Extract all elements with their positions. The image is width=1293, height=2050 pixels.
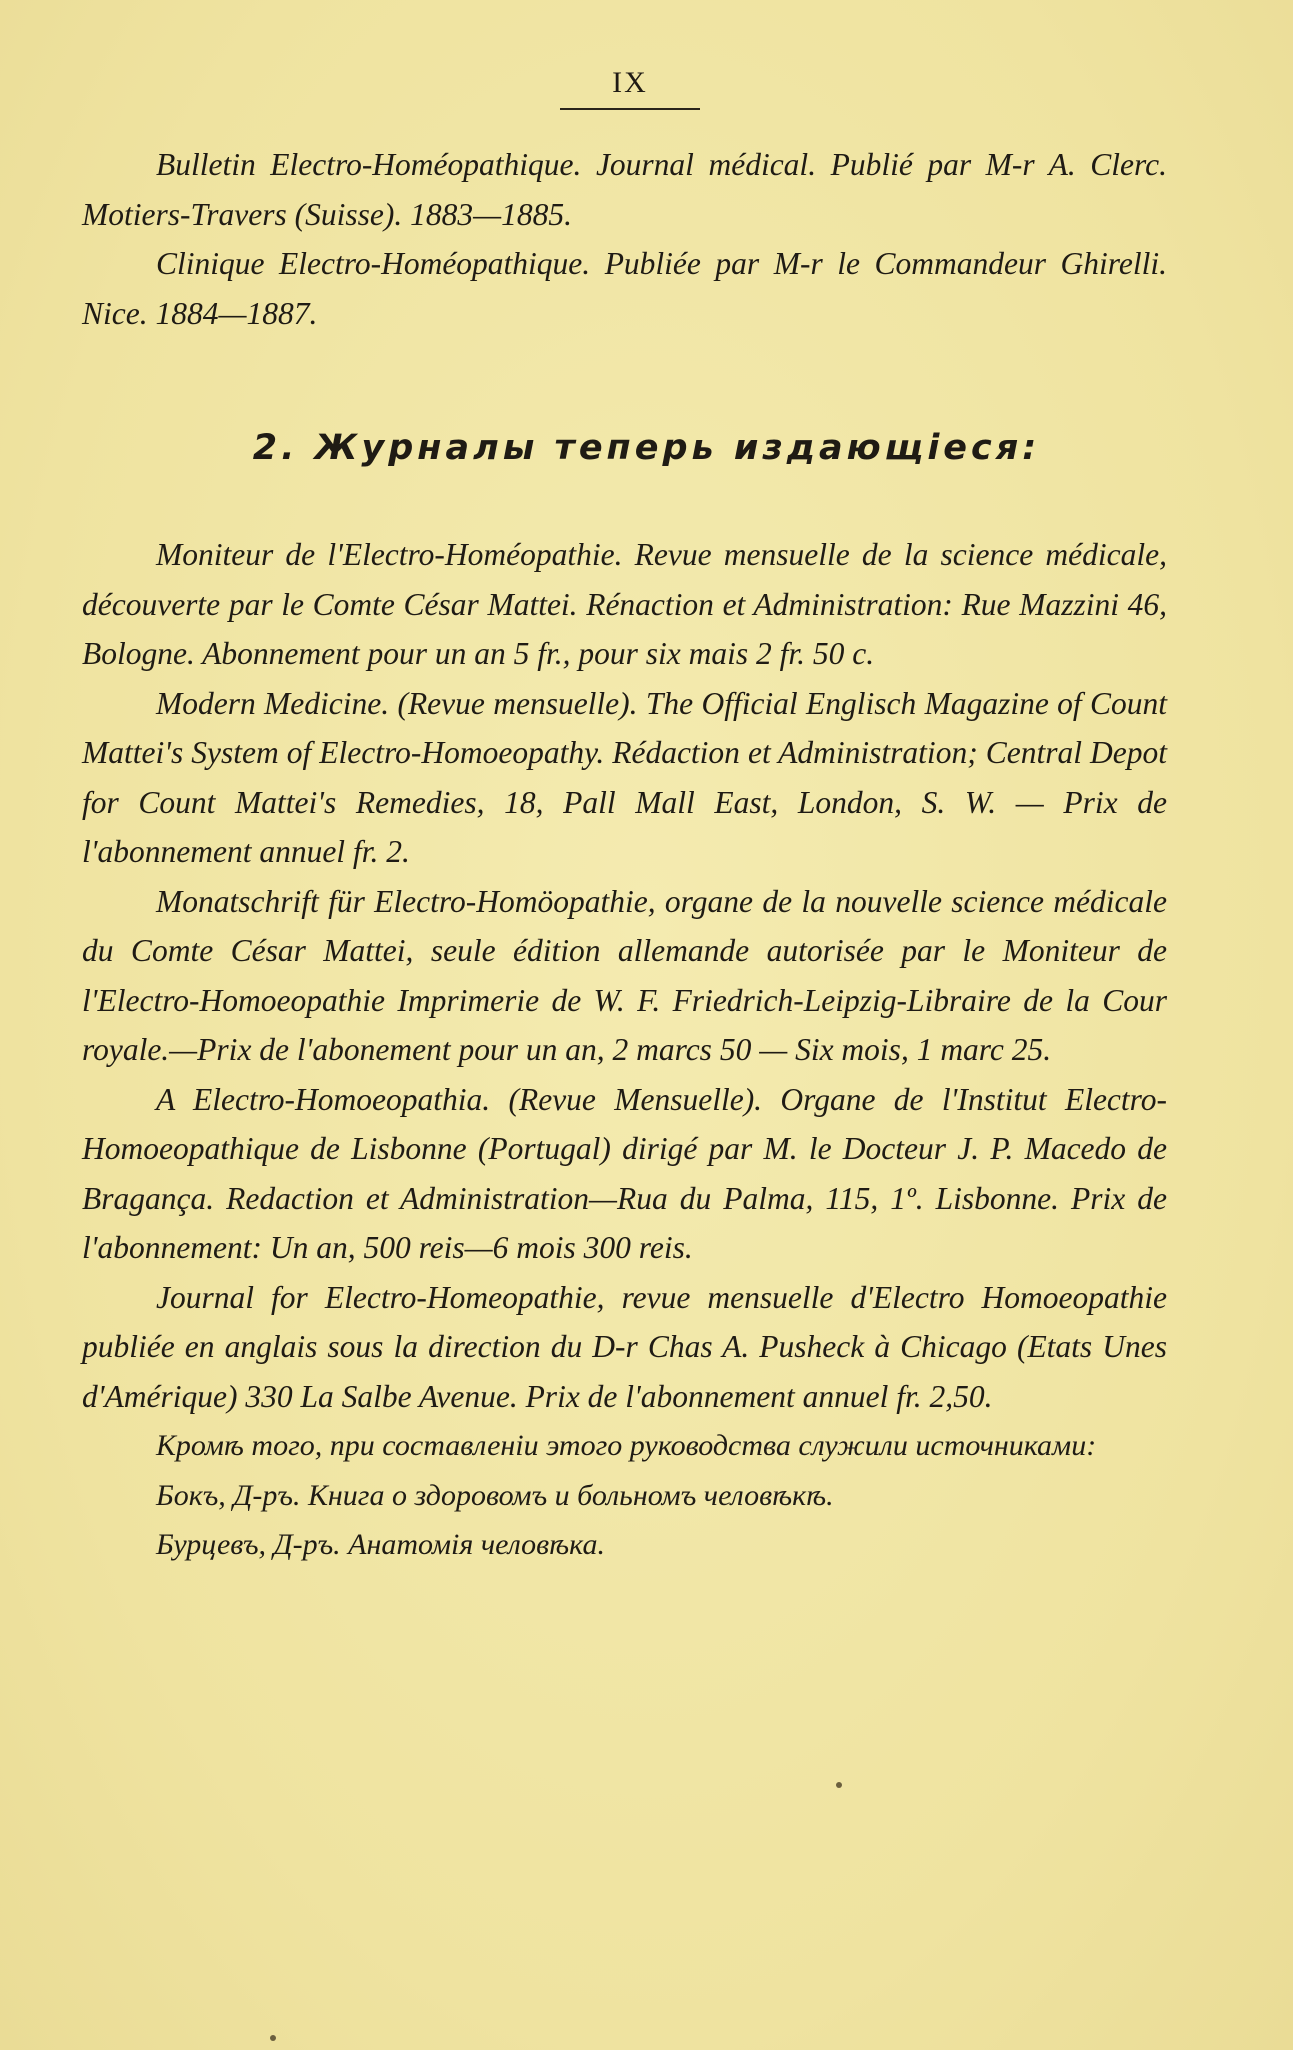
journal-entry: Clinique Electro-Homéopathique. Publiée par M-r le Commandeur Ghirelli. Nice. 1884—1887. (82, 246, 1167, 331)
journal-entry: A Electro-Homoeopathia. (Revue Mensuelle). Organe de l'Institut Electro-Homoeopathique de Lisbonne (Portugal) dirigé par M. le Docteur J. P. Macedo de Bragança. Redaction et Administration—Rua du Palma, 115, 1º. Lisbonne. Prix de l'abonnement: Un an, 500 reis—6 mois 300 reis. (82, 1081, 1167, 1265)
paper-speck (836, 1782, 842, 1788)
source-entry: Бурцевъ, Д-ръ. Анатомія человѣка. (156, 1528, 605, 1561)
journal-entry: Bulletin Electro-Homéopathique. Journal médical. Publié par M-r A. Clerc. Motiers-Travers (Suisse). 1883—1885. (82, 147, 1167, 232)
source-entry: Бокъ, Д-ръ. Книга о здоровомъ и больномъ человѣкѣ. (156, 1478, 834, 1512)
paper-speck (270, 2035, 276, 2041)
current-journals-block (82, 530, 1167, 1570)
page-number: IX (612, 66, 648, 99)
journal-entry: Moniteur de l'Electro-Homéopathie. Revue mensuelle de la science médicale, découverte par le Comte César Mattei. Rénaction et Administration: Rue Mazzini 46, Bologne. Abonnement pour un an 5 fr., pour six mais 2 fr. 50 c. (82, 537, 1167, 671)
page-number-rule (560, 108, 700, 110)
sources-intro: Кромѣ того, при составленіи этого руководства служили источниками: (156, 1429, 1097, 1462)
journal-entry: Monatschrift für Electro-Homöopathie, organe de la nouvelle science médicale du Comte César Mattei, seule édition allemande autorisée par le Moniteur de l'Electro-Homoeopathie Imprimerie de W. F. Friedrich-Leipzig-Libraire de la Cour royale.—Prix de l'abonement pour un an, 2 marcs 50 — Six mois, 1 marc 25. (82, 883, 1167, 1067)
journal-entry: Modern Medicine. (Revue mensuelle). The Official Englisch Magazine of Count Mattei's System of Electro-Homoeopathy. Rédaction et Administration; Central Depot for Count Mattei's Remedies, 18, Pall Mall East, London, S. W. — Prix de l'abonnement annuel fr. 2. (82, 685, 1167, 869)
journal-entry: Journal for Electro-Homeopathie, revue mensuelle d'Electro Homoeopathie publiée en anglais sous la direction du D-r Chas A. Pusheck à Chicago (Etats Unes d'Amérique) 330 La Salbe Avenue. Prix de l'abonnement annuel fr. 2,50. (82, 1279, 1167, 1414)
defunct-journals-block (82, 140, 1167, 338)
section-heading: 2. Журналы теперь издающіеся: (252, 428, 1041, 468)
